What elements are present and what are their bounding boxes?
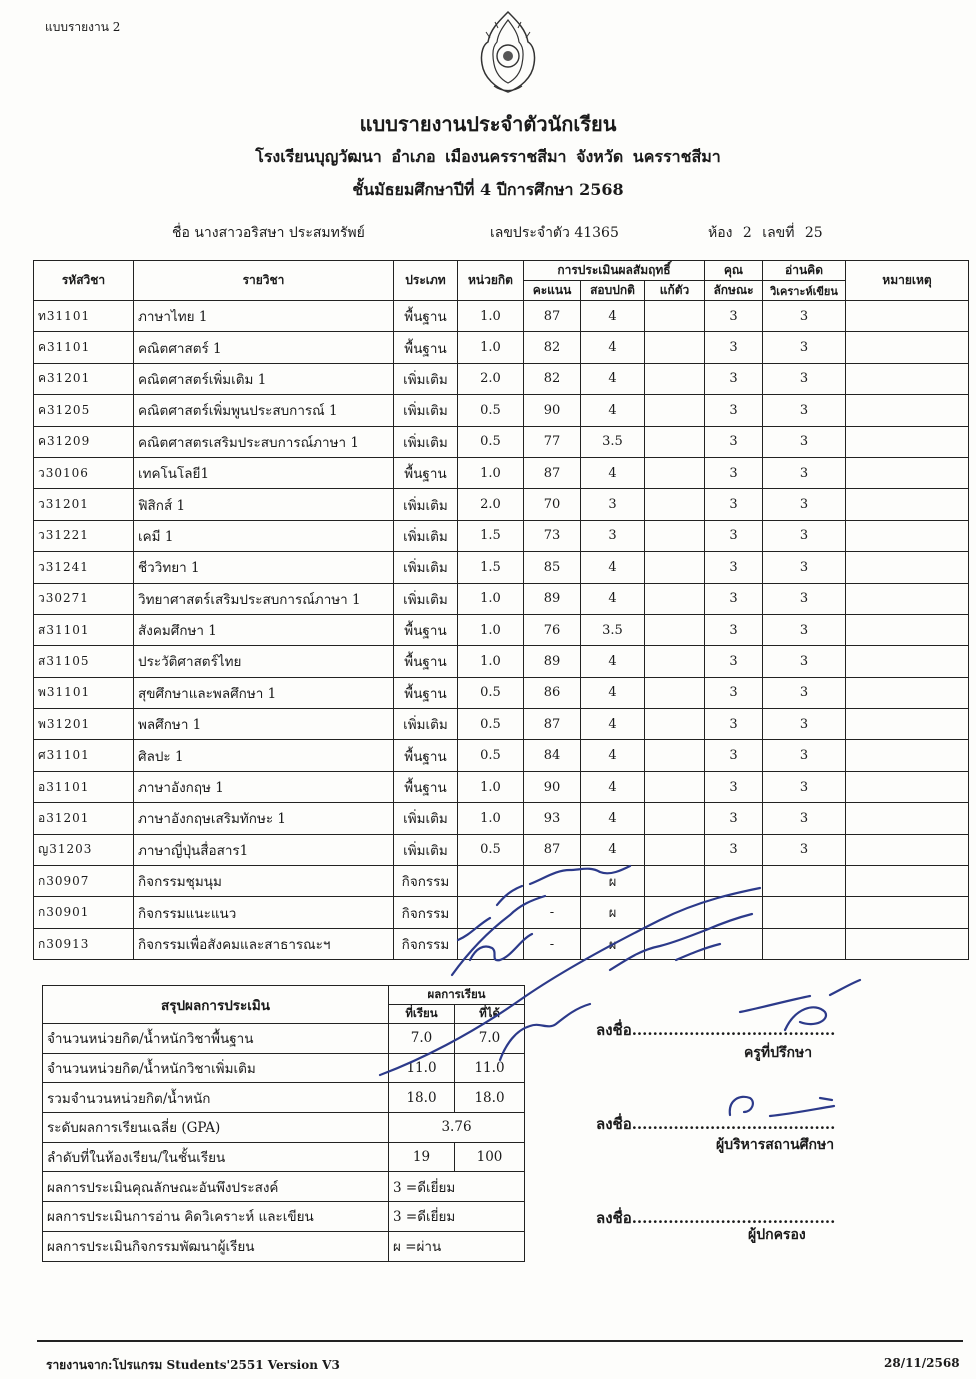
cell-credits: 1.0	[458, 583, 524, 614]
header-reading-bottom: วิเคราะห์เขียน	[763, 281, 846, 301]
cell-grade: 4	[581, 363, 645, 394]
summary-value: 3 =ดีเยี่ยม	[389, 1202, 525, 1232]
cell-type: กิจกรรม	[394, 866, 458, 897]
cell-code: ญ31203	[34, 834, 134, 865]
cell-code: ศ31101	[34, 740, 134, 771]
cell-credits: 1.0	[458, 332, 524, 363]
cell-score: 93	[524, 803, 581, 834]
signature-line-director: ลงชื่อ.......................................	[596, 1115, 836, 1133]
summary-enrolled-value: 11.0	[389, 1053, 455, 1083]
cell-subject: ฟิสิกส์ 1	[134, 489, 394, 520]
cell-subject: เคมี 1	[134, 520, 394, 551]
summary-enrolled-value: 7.0	[389, 1024, 455, 1054]
cell-score: 87	[524, 457, 581, 488]
cell-subject: ชีววิทยา 1	[134, 552, 394, 583]
header-code: รหัสวิชา	[34, 261, 134, 301]
summary-enrolled-value: 18.0	[389, 1083, 455, 1113]
cell-character: 3	[705, 457, 763, 488]
cell-subject: ภาษาญี่ปุ่นสื่อสาร1	[134, 834, 394, 865]
cell-score: 82	[524, 363, 581, 394]
cell-reading: 3	[763, 834, 846, 865]
cell-type: พื้นฐาน	[394, 771, 458, 802]
footer-date: 28/11/2568	[884, 1356, 960, 1370]
signature-line-advisor: ลงชื่อ.......................................	[596, 1021, 836, 1039]
cell-type: เพิ่มเติม	[394, 803, 458, 834]
header-type: ประเภท	[394, 261, 458, 301]
cell-credits: 1.0	[458, 301, 524, 332]
cell-character: 3	[705, 395, 763, 426]
cell-score: 87	[524, 834, 581, 865]
cell-subject: วิทยาศาสตร์เสริมประสบการณ์ภาษา 1	[134, 583, 394, 614]
cell-grade: 4	[581, 583, 645, 614]
cell-subject: คณิตศาสตร์ 1	[134, 332, 394, 363]
cell-subject: ภาษาอังกฤษเสริมทักษะ 1	[134, 803, 394, 834]
cell-reading: 3	[763, 771, 846, 802]
cell-type: พื้นฐาน	[394, 332, 458, 363]
cell-type: เพิ่มเติม	[394, 583, 458, 614]
cell-credits: 0.5	[458, 426, 524, 457]
summary-label: รวมจำนวนหน่วยกิต/น้ำหนัก	[43, 1083, 389, 1113]
header-assessment: การประเมินผลสัมฤทธิ์	[524, 261, 705, 281]
header-reading-top: อ่านคิด	[763, 261, 846, 281]
cell-score: 84	[524, 740, 581, 771]
cell-reading: 3	[763, 740, 846, 771]
room-number: ห้อง 2 เลขที่ 25	[708, 225, 823, 241]
cell-code: ว31201	[34, 489, 134, 520]
footer-divider	[37, 1340, 963, 1342]
cell-code: ก30907	[34, 866, 134, 897]
cell-score: 86	[524, 677, 581, 708]
summary-value: ผ =ผ่าน	[389, 1231, 525, 1261]
form-code: แบบรายงาน 2	[45, 20, 121, 34]
cell-type: เพิ่มเติม	[394, 489, 458, 520]
header-retake: แก้ตัว	[645, 281, 705, 301]
cell-score: 77	[524, 426, 581, 457]
cell-subject: กิจกรรมเพื่อสังคมและสาธารณะฯ	[134, 928, 394, 959]
cell-character: 3	[705, 834, 763, 865]
cell-code: ค31209	[34, 426, 134, 457]
cell-score: 89	[524, 583, 581, 614]
cell-grade: 4	[581, 677, 645, 708]
cell-score: 90	[524, 395, 581, 426]
cell-code: ว30271	[34, 583, 134, 614]
cell-type: พื้นฐาน	[394, 646, 458, 677]
cell-score: 85	[524, 552, 581, 583]
cell-subject: สังคมศึกษา 1	[134, 614, 394, 645]
cell-grade: 4	[581, 301, 645, 332]
cell-score: -	[524, 897, 581, 928]
cell-type: เพิ่มเติม	[394, 709, 458, 740]
header-remarks: หมายเหตุ	[846, 261, 969, 301]
summary-title: สรุปผลการประเมิน	[43, 986, 389, 1024]
cell-subject: คณิตศาสตรเสริมประสบการณ์ภาษา 1	[134, 426, 394, 457]
cell-reading: 3	[763, 426, 846, 457]
cell-character: 3	[705, 426, 763, 457]
cell-character: 3	[705, 552, 763, 583]
cell-grade: 3.5	[581, 426, 645, 457]
summary-earned-header: ที่ได้	[455, 1005, 525, 1024]
header-character-top: คุณ	[705, 261, 763, 281]
summary-label: ผลการประเมินคุณลักษณะอันพึงประสงค์	[43, 1172, 389, 1202]
cell-type: เพิ่มเติม	[394, 363, 458, 394]
cell-subject: สุขศึกษาและพลศึกษา 1	[134, 677, 394, 708]
cell-code: ค31101	[34, 332, 134, 363]
cell-score: 87	[524, 301, 581, 332]
cell-code: พ31201	[34, 709, 134, 740]
summary-value: 3.76	[389, 1113, 525, 1143]
summary-result-header: ผลการเรียน	[389, 986, 525, 1005]
summary-label: จำนวนหน่วยกิต/น้ำหนักวิชาพื้นฐาน	[43, 1024, 389, 1054]
cell-subject: เทคโนโลยี1	[134, 457, 394, 488]
cell-reading: 3	[763, 301, 846, 332]
cell-credits: 1.0	[458, 457, 524, 488]
cell-code: อ31201	[34, 803, 134, 834]
cell-grade: 4	[581, 457, 645, 488]
cell-character: 3	[705, 332, 763, 363]
cell-grade: 4	[581, 834, 645, 865]
cell-character: 3	[705, 520, 763, 551]
cell-subject: กิจกรรมชุมนุม	[134, 866, 394, 897]
cell-credits: 2.0	[458, 489, 524, 520]
cell-code: ค31201	[34, 363, 134, 394]
cell-reading: 3	[763, 363, 846, 394]
header-score: คะแนน	[524, 281, 581, 301]
cell-grade: ผ	[581, 897, 645, 928]
cell-grade: 3	[581, 520, 645, 551]
cell-code: ว30106	[34, 457, 134, 488]
cell-score: 70	[524, 489, 581, 520]
cell-reading: 3	[763, 552, 846, 583]
cell-credits: 0.5	[458, 834, 524, 865]
cell-type: เพิ่มเติม	[394, 520, 458, 551]
cell-reading: 3	[763, 583, 846, 614]
summary-label: ผลการประเมินการอ่าน คิดวิเคราะห์ และเขียน	[43, 1202, 389, 1232]
cell-type: พื้นฐาน	[394, 457, 458, 488]
cell-reading: 3	[763, 614, 846, 645]
cell-subject: ประวัติศาสตร์ไทย	[134, 646, 394, 677]
cell-credits: 0.5	[458, 709, 524, 740]
cell-code: ค31205	[34, 395, 134, 426]
cell-reading: 3	[763, 332, 846, 363]
cell-score: 76	[524, 614, 581, 645]
cell-reading: 3	[763, 677, 846, 708]
cell-grade: 4	[581, 803, 645, 834]
cell-credits: 1.0	[458, 771, 524, 802]
grade-year-info: ชั้นมัธยมศึกษาปีที่ 4 ปีการศึกษา 2568	[352, 180, 624, 199]
cell-code: ส31101	[34, 614, 134, 645]
header-subject: รายวิชา	[134, 261, 394, 301]
cell-type: พื้นฐาน	[394, 677, 458, 708]
cell-grade: 4	[581, 552, 645, 583]
cell-credits: 1.0	[458, 646, 524, 677]
cell-type: พื้นฐาน	[394, 301, 458, 332]
cell-character: 3	[705, 677, 763, 708]
cell-character: 3	[705, 301, 763, 332]
cell-code: ก30913	[34, 928, 134, 959]
cell-credits: 0.5	[458, 395, 524, 426]
cell-score: 87	[524, 709, 581, 740]
cell-subject: ศิลปะ 1	[134, 740, 394, 771]
cell-character: 3	[705, 614, 763, 645]
summary-earned-value: 100	[455, 1142, 525, 1172]
cell-score: 90	[524, 771, 581, 802]
cell-type: กิจกรรม	[394, 928, 458, 959]
cell-reading: 3	[763, 395, 846, 426]
cell-code: ท31101	[34, 301, 134, 332]
cell-character: 3	[705, 583, 763, 614]
summary-value: 3 =ดีเยี่ยม	[389, 1172, 525, 1202]
cell-credits: 1.0	[458, 614, 524, 645]
cell-subject: คณิตศาสตร์เพิ่มเติม 1	[134, 363, 394, 394]
cell-reading: 3	[763, 709, 846, 740]
cell-type: พื้นฐาน	[394, 740, 458, 771]
cell-credits: 1.5	[458, 552, 524, 583]
cell-type: เพิ่มเติม	[394, 552, 458, 583]
summary-enrolled-header: ที่เรียน	[389, 1005, 455, 1024]
cell-code: ว31221	[34, 520, 134, 551]
cell-grade: 3	[581, 489, 645, 520]
cell-type: พื้นฐาน	[394, 614, 458, 645]
cell-credits: 0.5	[458, 740, 524, 771]
cell-subject: ภาษาไทย 1	[134, 301, 394, 332]
summary-earned-value: 7.0	[455, 1024, 525, 1054]
document-title: แบบรายงานประจำตัวนักเรียน	[359, 112, 617, 136]
header-credits: หน่วยกิต	[458, 261, 524, 301]
cell-subject: ภาษาอังกฤษ 1	[134, 771, 394, 802]
summary-enrolled-value: 19	[389, 1142, 455, 1172]
cell-type: เพิ่มเติม	[394, 426, 458, 457]
summary-label: จำนวนหน่วยกิต/น้ำหนักวิชาเพิ่มเติม	[43, 1053, 389, 1083]
cell-credits: 2.0	[458, 363, 524, 394]
cell-grade: 4	[581, 740, 645, 771]
cell-character: 3	[705, 740, 763, 771]
signature-role-director: ผู้บริหารสถานศึกษา	[716, 1137, 835, 1153]
cell-character: 3	[705, 646, 763, 677]
cell-grade: 3.5	[581, 614, 645, 645]
cell-code: ส31105	[34, 646, 134, 677]
cell-reading: 3	[763, 520, 846, 551]
cell-score: 82	[524, 332, 581, 363]
footer-program-info: รายงานจาก:โปรแกรม Students'2551 Version V3	[46, 1358, 340, 1372]
summary-label: ผลการประเมินกิจกรรมพัฒนาผู้เรียน	[43, 1231, 389, 1261]
cell-code: อ31101	[34, 771, 134, 802]
summary-label: ระดับผลการเรียนเฉลี่ย (GPA)	[43, 1113, 389, 1143]
cell-code: พ31101	[34, 677, 134, 708]
header-normal-exam: สอบปกติ	[581, 281, 645, 301]
school-info: โรงเรียนบุญวัฒนา อำเภอ เมืองนครราชสีมา จังหวัด นครราชสีมา	[255, 147, 721, 166]
cell-credits: 0.5	[458, 677, 524, 708]
cell-grade: 4	[581, 771, 645, 802]
cell-character: 3	[705, 709, 763, 740]
signature-role-parent: ผู้ปกครอง	[748, 1227, 806, 1243]
header-character-bottom: ลักษณะ	[705, 281, 763, 301]
cell-score: 73	[524, 520, 581, 551]
cell-grade: 4	[581, 332, 645, 363]
cell-reading: 3	[763, 646, 846, 677]
signature-line-parent: ลงชื่อ.......................................	[596, 1209, 836, 1227]
summary-earned-value: 18.0	[455, 1083, 525, 1113]
cell-reading: 3	[763, 489, 846, 520]
cell-character: 3	[705, 489, 763, 520]
cell-type: เพิ่มเติม	[394, 834, 458, 865]
cell-grade: ผ	[581, 928, 645, 959]
cell-grade: 4	[581, 709, 645, 740]
cell-credits: 1.0	[458, 803, 524, 834]
signature-role-advisor: ครูที่ปรึกษา	[744, 1045, 813, 1061]
cell-code: ว31241	[34, 552, 134, 583]
cell-grade: 4	[581, 646, 645, 677]
cell-grade: ผ	[581, 866, 645, 897]
cell-character: 3	[705, 771, 763, 802]
cell-type: กิจกรรม	[394, 897, 458, 928]
cell-reading: 3	[763, 803, 846, 834]
summary-label: ลำดับที่ในห้องเรียน/ในชั้นเรียน	[43, 1142, 389, 1172]
cell-character: 3	[705, 363, 763, 394]
cell-score: -	[524, 928, 581, 959]
cell-character: 3	[705, 803, 763, 834]
cell-subject: คณิตศาสตร์เพิ่มพูนประสบการณ์ 1	[134, 395, 394, 426]
cell-subject: พลศึกษา 1	[134, 709, 394, 740]
student-id: เลขประจำตัว 41365	[490, 225, 619, 241]
student-name: ชื่อ นางสาวอริสษา ประสมทรัพย์	[172, 225, 365, 241]
cell-code: ก30901	[34, 897, 134, 928]
cell-grade: 4	[581, 395, 645, 426]
cell-type: เพิ่มเติม	[394, 395, 458, 426]
summary-earned-value: 11.0	[455, 1053, 525, 1083]
cell-credits: 1.5	[458, 520, 524, 551]
cell-subject: กิจกรรมแนะแนว	[134, 897, 394, 928]
cell-reading: 3	[763, 457, 846, 488]
cell-score: 89	[524, 646, 581, 677]
